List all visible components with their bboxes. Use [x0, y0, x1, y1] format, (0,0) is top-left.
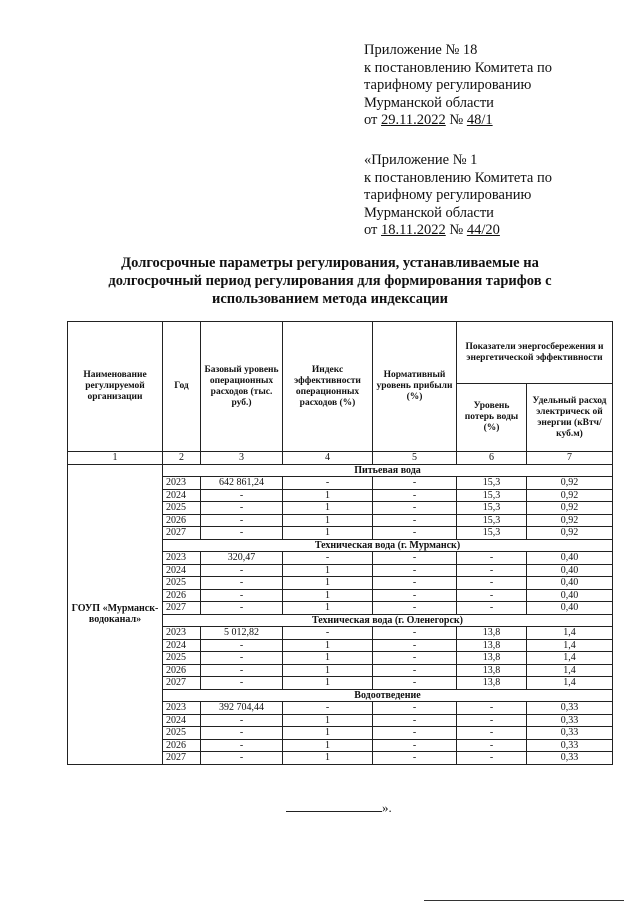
cell-consumption: 0,40: [527, 602, 613, 615]
cell-consumption: 1,4: [527, 639, 613, 652]
cell-profit: -: [373, 639, 457, 652]
cell-base: -: [201, 564, 283, 577]
cell-index: 1: [283, 502, 373, 515]
appendix-18-date: 29.11.2022: [381, 112, 446, 128]
cell-losses: 15,3: [457, 527, 527, 540]
cell-profit: -: [373, 477, 457, 490]
cell-losses: 13,8: [457, 627, 527, 640]
cell-losses: -: [457, 714, 527, 727]
cell-profit: -: [373, 564, 457, 577]
cell-consumption: 0,40: [527, 577, 613, 590]
cell-year: 2025: [163, 502, 201, 515]
cell-profit: -: [373, 602, 457, 615]
section-header-row: [68, 464, 613, 477]
cell-base: -: [201, 652, 283, 665]
cell-year: 2023: [163, 702, 201, 715]
cell-consumption: 0,33: [527, 714, 613, 727]
cell-consumption: 0,40: [527, 564, 613, 577]
cell-base: -: [201, 502, 283, 515]
cell-profit: -: [373, 577, 457, 590]
closing-mark: [286, 800, 392, 816]
document-title: [60, 254, 600, 308]
cell-profit: -: [373, 627, 457, 640]
cell-losses: 13,8: [457, 664, 527, 677]
column-numbers-row: [68, 452, 613, 465]
cell-index: 1: [283, 664, 373, 677]
cell-index: 1: [283, 577, 373, 590]
cell-base: -: [201, 639, 283, 652]
cell-profit: -: [373, 752, 457, 765]
header-index: Индекс эффективности операционных расходов (%): [283, 322, 373, 452]
cell-base: -: [201, 489, 283, 502]
cell-base: -: [201, 577, 283, 590]
appendix-1-line3: тарифному регулированию: [364, 187, 532, 203]
cell-base: 5 012,82: [201, 627, 283, 640]
cell-losses: -: [457, 702, 527, 715]
cell-profit: -: [373, 652, 457, 665]
header-energy-group: Показатели энергосбережения и энергетической эффективности: [457, 322, 613, 384]
header-year: Год: [163, 322, 201, 452]
cell-losses: -: [457, 577, 527, 590]
cell-base: -: [201, 514, 283, 527]
appendix-18-line2: к постановлению Комитета по: [364, 59, 552, 76]
cell-losses: -: [457, 727, 527, 740]
cell-index: 1: [283, 714, 373, 727]
cell-profit: -: [373, 727, 457, 740]
cell-year: 2027: [163, 677, 201, 690]
section-title: Питьевая вода: [163, 464, 613, 477]
cell-index: -: [283, 627, 373, 640]
cell-index: 1: [283, 727, 373, 740]
cell-index: 1: [283, 527, 373, 540]
cell-year: 2023: [163, 477, 201, 490]
cell-index: 1: [283, 514, 373, 527]
cell-losses: -: [457, 602, 527, 615]
header-consumption: Удельный расход электрическ ой энергии (кВтч/куб.м): [527, 384, 613, 452]
cell-year: 2026: [163, 664, 201, 677]
cell-consumption: 1,4: [527, 652, 613, 665]
appendix-1-number: 44/20: [466, 222, 500, 238]
cell-losses: -: [457, 564, 527, 577]
cell-year: 2024: [163, 564, 201, 577]
column-number: 5: [373, 452, 457, 465]
cell-base: 320,47: [201, 552, 283, 565]
cell-losses: -: [457, 589, 527, 602]
appendix-1-line1: «Приложение № 1: [364, 152, 478, 168]
cell-profit: -: [373, 739, 457, 752]
cell-consumption: 0,40: [527, 552, 613, 565]
cell-year: 2026: [163, 514, 201, 527]
number-prefix: №: [445, 222, 467, 238]
cell-consumption: 0,92: [527, 477, 613, 490]
appendix-1-date: 18.11.2022: [381, 222, 446, 238]
appendix-18-line4: Мурманской области: [364, 94, 494, 111]
number-prefix: №: [445, 112, 467, 128]
organization-name: ГОУП «Мурманск-водоканал»: [68, 464, 163, 764]
cell-year: 2026: [163, 739, 201, 752]
date-prefix: от: [364, 112, 382, 128]
cell-year: 2025: [163, 727, 201, 740]
cell-year: 2023: [163, 552, 201, 565]
cell-losses: -: [457, 752, 527, 765]
cell-year: 2027: [163, 602, 201, 615]
cell-profit: -: [373, 502, 457, 515]
section-title: Техническая вода (г. Мурманск): [163, 539, 613, 552]
cell-year: 2024: [163, 639, 201, 652]
header-base: Базовый уровень операционных расходов (тыс. руб.): [201, 322, 283, 452]
cell-base: -: [201, 739, 283, 752]
cell-index: 1: [283, 752, 373, 765]
cell-profit: -: [373, 677, 457, 690]
cell-base: -: [201, 677, 283, 690]
cell-consumption: 1,4: [527, 677, 613, 690]
parameters-table: [67, 321, 613, 765]
cell-base: 642 861,24: [201, 477, 283, 490]
cell-index: 1: [283, 639, 373, 652]
cell-consumption: 0,33: [527, 739, 613, 752]
cell-profit: -: [373, 514, 457, 527]
cell-consumption: 0,33: [527, 702, 613, 715]
cell-year: 2027: [163, 752, 201, 765]
cell-consumption: 1,4: [527, 664, 613, 677]
cell-base: -: [201, 664, 283, 677]
appendix-18-line3: тарифному регулированию: [364, 77, 532, 93]
cell-base: -: [201, 589, 283, 602]
appendix-18-date-line: [364, 112, 624, 130]
cell-losses: -: [457, 552, 527, 565]
column-number: 6: [457, 452, 527, 465]
date-prefix: от: [364, 222, 382, 238]
title-line1: Долгосрочные параметры регулирования, устанавливаемые на: [121, 255, 539, 271]
cell-losses: -: [457, 739, 527, 752]
cell-index: -: [283, 477, 373, 490]
cell-index: 1: [283, 589, 373, 602]
cell-consumption: 0,92: [527, 489, 613, 502]
signature-line: [286, 811, 382, 812]
column-number: 3: [201, 452, 283, 465]
section-title: Техническая вода (г. Оленегорск): [163, 614, 613, 627]
appendix-18-number: 48/1: [466, 112, 493, 128]
cell-year: 2025: [163, 652, 201, 665]
closing-quote: ».: [382, 800, 392, 815]
cell-profit: -: [373, 552, 457, 565]
column-number: 4: [283, 452, 373, 465]
appendix-1-block: [364, 152, 624, 240]
cell-profit: -: [373, 527, 457, 540]
header-losses: Уровень потерь воды (%): [457, 384, 527, 452]
cell-consumption: 0,92: [527, 514, 613, 527]
cell-base: -: [201, 527, 283, 540]
cell-consumption: 0,92: [527, 527, 613, 540]
cell-base: -: [201, 602, 283, 615]
cell-profit: -: [373, 702, 457, 715]
cell-year: 2027: [163, 527, 201, 540]
cell-base: -: [201, 714, 283, 727]
cell-year: 2024: [163, 714, 201, 727]
cell-index: 1: [283, 489, 373, 502]
column-number: 1: [68, 452, 163, 465]
title-line2: долгосрочный период регулирования для формирования тарифов с: [108, 273, 552, 289]
cell-year: 2025: [163, 577, 201, 590]
column-number: 7: [527, 452, 613, 465]
cell-profit: -: [373, 589, 457, 602]
cell-index: 1: [283, 677, 373, 690]
header-profit: Нормативный уровень прибыли (%): [373, 322, 457, 452]
cell-base: 392 704,44: [201, 702, 283, 715]
appendix-1-line4: Мурманской области: [364, 204, 494, 221]
cell-losses: 15,3: [457, 514, 527, 527]
cell-losses: 13,8: [457, 652, 527, 665]
header-org: Наименование регулируемой организации: [68, 322, 163, 452]
column-number: 2: [163, 452, 201, 465]
cell-year: 2024: [163, 489, 201, 502]
cell-consumption: 1,4: [527, 627, 613, 640]
cell-losses: 15,3: [457, 502, 527, 515]
cell-losses: 13,8: [457, 639, 527, 652]
cell-index: -: [283, 702, 373, 715]
cell-profit: -: [373, 489, 457, 502]
cell-index: 1: [283, 652, 373, 665]
footer-rule: [424, 900, 624, 901]
cell-base: -: [201, 752, 283, 765]
appendix-18-block: [364, 42, 624, 130]
appendix-1-date-line: [364, 222, 624, 240]
cell-profit: -: [373, 714, 457, 727]
cell-losses: 13,8: [457, 677, 527, 690]
cell-consumption: 0,33: [527, 752, 613, 765]
cell-consumption: 0,33: [527, 727, 613, 740]
cell-base: -: [201, 727, 283, 740]
cell-index: -: [283, 552, 373, 565]
cell-consumption: 0,92: [527, 502, 613, 515]
cell-index: 1: [283, 739, 373, 752]
cell-index: 1: [283, 602, 373, 615]
appendix-18-line1: Приложение № 18: [364, 42, 478, 58]
cell-year: 2023: [163, 627, 201, 640]
cell-losses: 15,3: [457, 489, 527, 502]
appendix-1-line2: к постановлению Комитета по: [364, 169, 552, 186]
cell-losses: 15,3: [457, 477, 527, 490]
cell-index: 1: [283, 564, 373, 577]
title-line3: использованием метода индексации: [211, 291, 449, 307]
cell-profit: -: [373, 664, 457, 677]
cell-year: 2026: [163, 589, 201, 602]
section-title: Водоотведение: [163, 689, 613, 702]
cell-consumption: 0,40: [527, 589, 613, 602]
